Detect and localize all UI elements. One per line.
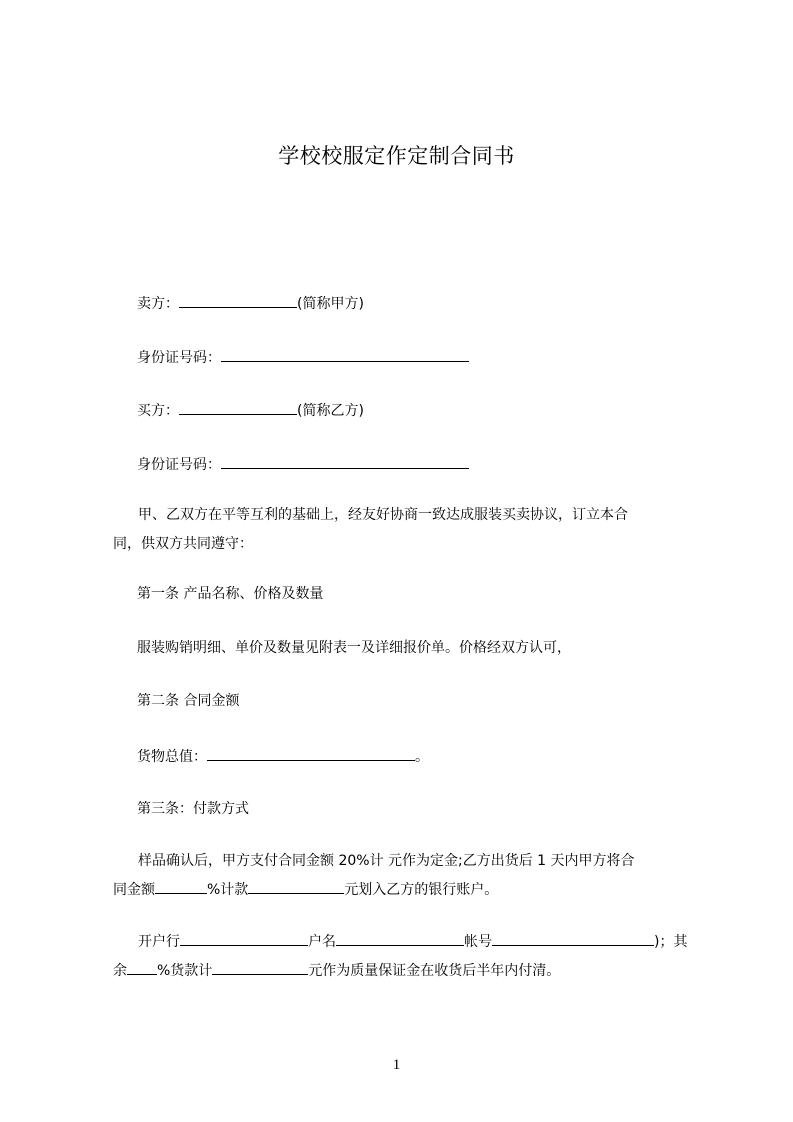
contract-amount-label: 同金额 bbox=[113, 882, 155, 898]
bank-label: 开户行 bbox=[138, 934, 180, 950]
total-value-line bbox=[137, 745, 429, 767]
warranty-text: 元作为质量保证金在收货后半年内付清。 bbox=[308, 963, 561, 979]
intro-line-1: 甲、乙双方在平等互利的基础上，经友好协商一致达成服装买卖协议，订立本合 bbox=[138, 507, 628, 523]
account-number-label: 帐号 bbox=[464, 934, 492, 950]
payment-paragraph-2 bbox=[113, 928, 703, 986]
buyer-label: 买方： bbox=[137, 403, 179, 419]
buyer-id-label: 身份证号码： bbox=[137, 457, 221, 473]
payment-p2-line-2 bbox=[113, 957, 703, 986]
article2-heading: 第二条 合同金额 bbox=[137, 693, 240, 709]
remaining-label: 余 bbox=[113, 963, 127, 979]
article3-heading: 第三条：付款方式 bbox=[137, 801, 249, 817]
percent-amount-label: %计款 bbox=[207, 882, 249, 898]
article1-heading: 第一条 产品名称、价格及数量 bbox=[137, 586, 324, 602]
account-name-label: 户名 bbox=[308, 934, 336, 950]
amount-blank[interactable] bbox=[248, 878, 344, 894]
buyer-id-line bbox=[137, 453, 469, 475]
payment-paragraph-1 bbox=[113, 847, 703, 905]
buyer-id-blank[interactable] bbox=[221, 453, 469, 469]
seller-line bbox=[137, 292, 364, 314]
percent-blank[interactable] bbox=[155, 878, 207, 894]
seller-id-label: 身份证号码： bbox=[137, 350, 221, 366]
total-value-blank[interactable] bbox=[207, 745, 415, 761]
remaining-percent-label: %货款计 bbox=[157, 963, 213, 979]
intro-line-2: 同，供双方共同遵守： bbox=[113, 536, 253, 552]
payment-p1-line-2 bbox=[113, 876, 703, 905]
transfer-text: 元划入乙方的银行账户。 bbox=[344, 882, 499, 898]
bank-blank[interactable] bbox=[180, 930, 308, 946]
account-line-tail: )；其 bbox=[654, 934, 688, 950]
payment-p1-line-1: 样品确认后，甲方支付合同金额 20%计 元作为定金;乙方出货后 1 天内甲方将合 bbox=[138, 853, 635, 869]
seller-label: 卖方： bbox=[137, 296, 179, 312]
document-title: 学校校服定作定制合同书 bbox=[278, 144, 515, 168]
payment-p2-line-1 bbox=[113, 928, 703, 957]
page-number: 1 bbox=[392, 1057, 401, 1073]
intro-paragraph bbox=[113, 501, 703, 559]
account-name-blank[interactable] bbox=[336, 930, 464, 946]
total-value-label: 货物总值： bbox=[137, 749, 207, 765]
seller-id-blank[interactable] bbox=[221, 346, 469, 362]
seller-name-blank[interactable] bbox=[179, 292, 297, 308]
buyer-name-blank[interactable] bbox=[179, 399, 297, 415]
seller-suffix: (简称甲方) bbox=[297, 296, 364, 312]
seller-id-line bbox=[137, 346, 469, 368]
total-value-suffix: 。 bbox=[415, 749, 429, 765]
remaining-amount-blank[interactable] bbox=[212, 959, 308, 975]
remaining-percent-blank[interactable] bbox=[127, 959, 157, 975]
article1-body: 服装购销明细、单价及数量见附表一及详细报价单。价格经双方认可， bbox=[137, 640, 571, 656]
buyer-suffix: (简称乙方) bbox=[297, 403, 364, 419]
account-number-blank[interactable] bbox=[492, 930, 654, 946]
buyer-line bbox=[137, 399, 364, 421]
